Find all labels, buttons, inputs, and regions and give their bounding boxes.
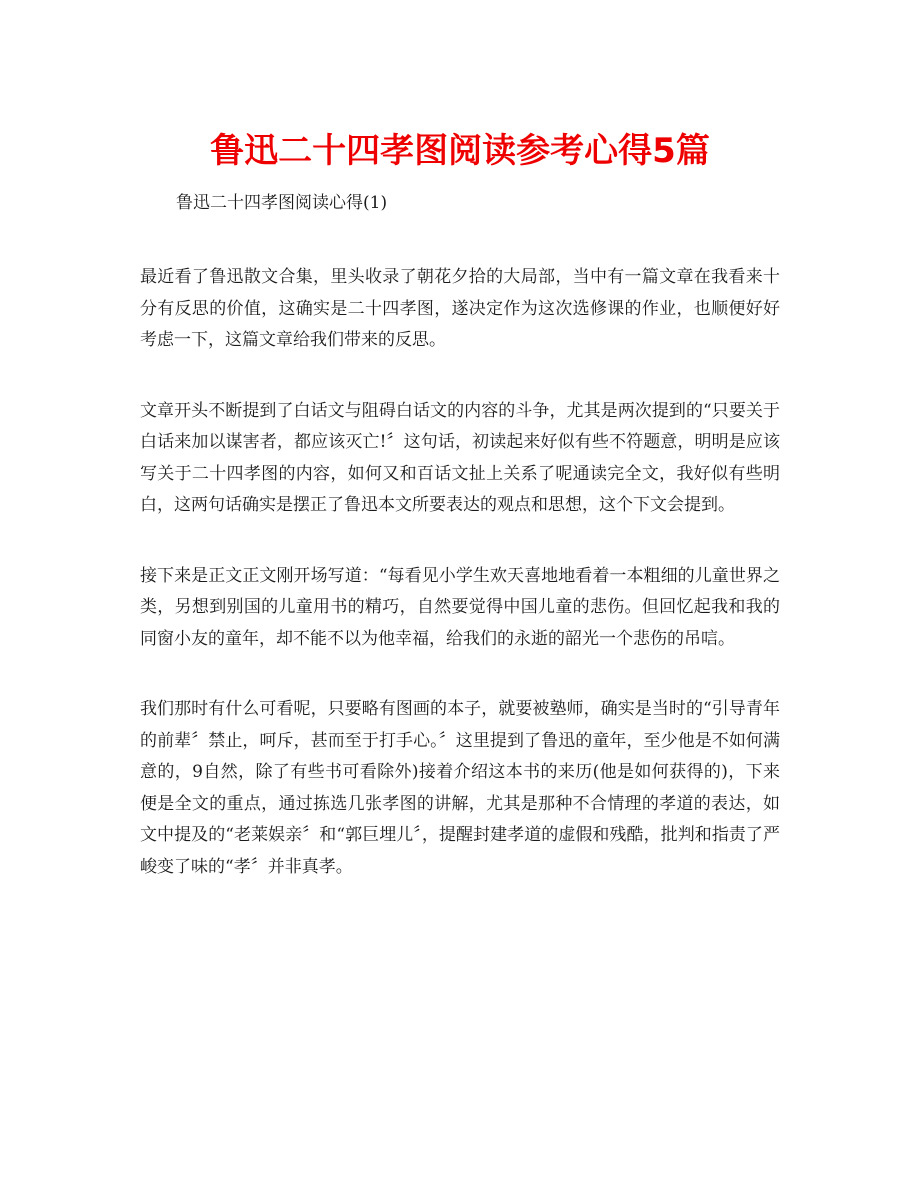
document-title: 鲁迅二十四孝图阅读参考心得5篇 xyxy=(210,131,710,171)
paragraph-2: 文章开头不断提到了白话文与阻碍白话文的内容的斗争，尤其是两次提到的“只要关于白话来加以谋害者，都应该灭亡!〞这句话，初读起来好似有些不符题意，明明是应该写关于二十四孝图的内容，如何又和百话文扯上关系了呢通读完全文，我好似有些明白，这两句话确实是摆正了鲁迅本文所要表达的观点和思想，这个下文会提到。 xyxy=(140,400,780,515)
paragraph-1: 最近看了鲁迅散文合集，里头收录了朝花夕拾的大局部，当中有一篇文章在我看来十分有反思的价值，这确实是二十四孝图，遂决定作为这次选修课的作业，也顺便好好考虑一下，这篇文章给我们带来的反思。 xyxy=(140,267,780,350)
document-body xyxy=(140,262,780,883)
paragraph-3: 接下来是正文正文刚开场写道：“每看见小学生欢天喜地地看着一本粗细的儿童世界之类，另想到别国的儿童用书的精巧，自然要觉得中国儿童的悲伤。但回忆起我和我的同窗小友的童年，却不能不以为他幸福，给我们的永逝的韶光一个悲伤的吊唁。 xyxy=(140,565,780,649)
document-subtitle: 鲁迅二十四孝图阅读心得(1) xyxy=(176,193,388,213)
paragraph-4: 我们那时有什么可看呢，只要略有图画的本子，就要被塾师，确实是当时的“引导青年的前辈〞禁止，呵斥，甚而至于打手心。〞这里提到了鲁迅的童年，至少他是不如何满意的，9自然，除了有些书可看除外)接着介绍这本书的来历(他是如何获得的)，下来便是全文的重点，通过拣选几张孝图的讲解，尤其是那种不合情理的孝道的表达，如文中提及的“老莱娱亲〞和“郭巨埋儿〞，提醒封建孝道的虚假和残酷，批判和指责了严峻变了味的“孝〞并非真孝。 xyxy=(140,699,780,877)
